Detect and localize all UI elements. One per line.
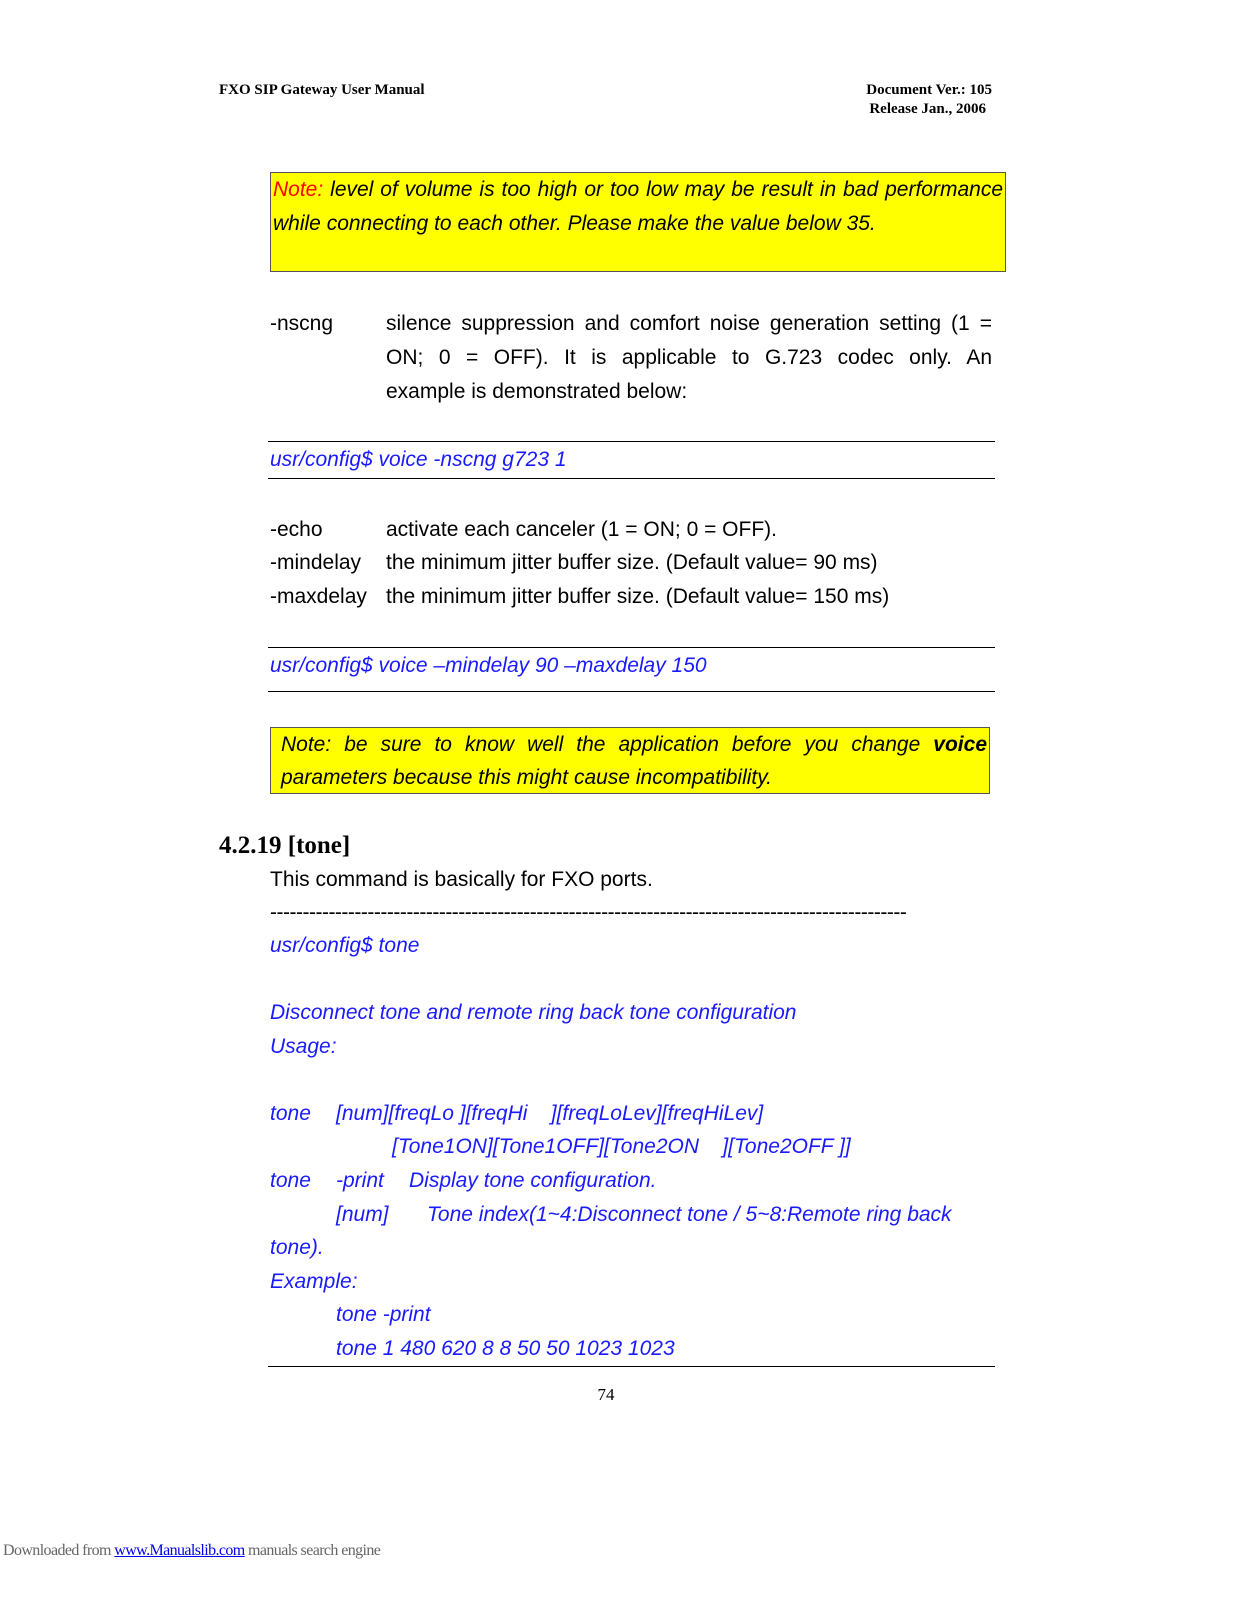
header-title: FXO SIP Gateway User Manual xyxy=(219,82,425,98)
page-number: 74 xyxy=(597,1385,615,1404)
footer-prefix: Downloaded from xyxy=(3,1542,115,1559)
section-heading: 4.2.19 [tone] xyxy=(219,832,351,859)
num-argument: [num] xyxy=(336,1203,389,1226)
note-voice-text: Note: be sure to know well the application before you change xyxy=(281,733,934,756)
note-voice xyxy=(270,727,990,794)
usage1-args: [num][freqLo ][freqHi ][freqLoLev][freqHiLev] xyxy=(336,1102,764,1125)
param-nscng-desc-line2: ON; 0 = OFF). It is applicable to G.723 codec only. An xyxy=(386,346,992,369)
usage2-option: -print xyxy=(336,1169,384,1192)
param-nscng-term: -nscng xyxy=(270,312,334,335)
footer xyxy=(3,1542,380,1560)
command-delay: usr/config$ voice –mindelay 90 –maxdelay 150 xyxy=(270,654,707,677)
note-voice-bold: voice xyxy=(933,733,987,756)
note-voice-text-after: parameters because this might cause incompatibility. xyxy=(281,766,773,789)
tone-usage-label: Usage: xyxy=(270,1035,337,1058)
section-intro: This command is basically for FXO ports. xyxy=(270,868,653,891)
note-volume xyxy=(270,172,1006,272)
example-print: tone -print xyxy=(336,1303,431,1326)
example-set: tone 1 480 620 8 8 50 50 1023 1023 xyxy=(336,1337,675,1360)
usage1-args-cont: [Tone1ON][Tone1OFF][Tone2ON ][Tone2OFF ]] xyxy=(392,1135,851,1158)
usage2-description: Display tone configuration. xyxy=(409,1169,657,1192)
example-label: Example: xyxy=(270,1270,358,1293)
footer-suffix: manuals search engine xyxy=(244,1542,381,1559)
param-maxdelay-term: -maxdelay xyxy=(270,585,367,608)
command-nscng: usr/config$ voice -nscng g723 1 xyxy=(270,448,567,471)
divider xyxy=(268,478,995,479)
dashed-separator: -------------------------------------------------------------------------------------------------- xyxy=(270,901,907,924)
header-doc-version: Document Ver.: 105 xyxy=(866,82,992,98)
param-maxdelay-desc: the minimum jitter buffer size. (Default value= 150 ms) xyxy=(386,585,890,608)
header-release: Release Jan., 2006 xyxy=(869,101,986,117)
divider xyxy=(268,441,995,442)
divider xyxy=(268,647,995,648)
param-nscng-desc-line1: silence suppression and comfort noise generation setting (1 = xyxy=(386,312,992,335)
usage2-command: tone xyxy=(270,1169,311,1192)
num-description-cont: tone). xyxy=(270,1236,324,1259)
usage1-command: tone xyxy=(270,1102,311,1125)
note-volume-text: level of volume is too high or too low may be result in bad performance while connecting to each other. Please make the value below 35. xyxy=(273,178,1003,235)
divider xyxy=(268,1366,995,1367)
param-mindelay-desc: the minimum jitter buffer size. (Default value= 90 ms) xyxy=(386,551,878,574)
tone-description: Disconnect tone and remote ring back tone configuration xyxy=(270,1001,797,1024)
num-description: Tone index(1~4:Disconnect tone / 5~8:Remote ring back xyxy=(427,1203,952,1226)
divider xyxy=(268,691,995,692)
param-echo-term: -echo xyxy=(270,518,323,541)
manualslib-link[interactable]: www.Manualslib.com xyxy=(114,1542,245,1559)
param-nscng-desc-line3: example is demonstrated below: xyxy=(386,380,688,403)
param-mindelay-term: -mindelay xyxy=(270,551,362,574)
param-echo-desc: activate each canceler (1 = ON; 0 = OFF). xyxy=(386,518,777,541)
tone-prompt: usr/config$ tone xyxy=(270,934,420,957)
note-label: Note: xyxy=(273,178,324,201)
